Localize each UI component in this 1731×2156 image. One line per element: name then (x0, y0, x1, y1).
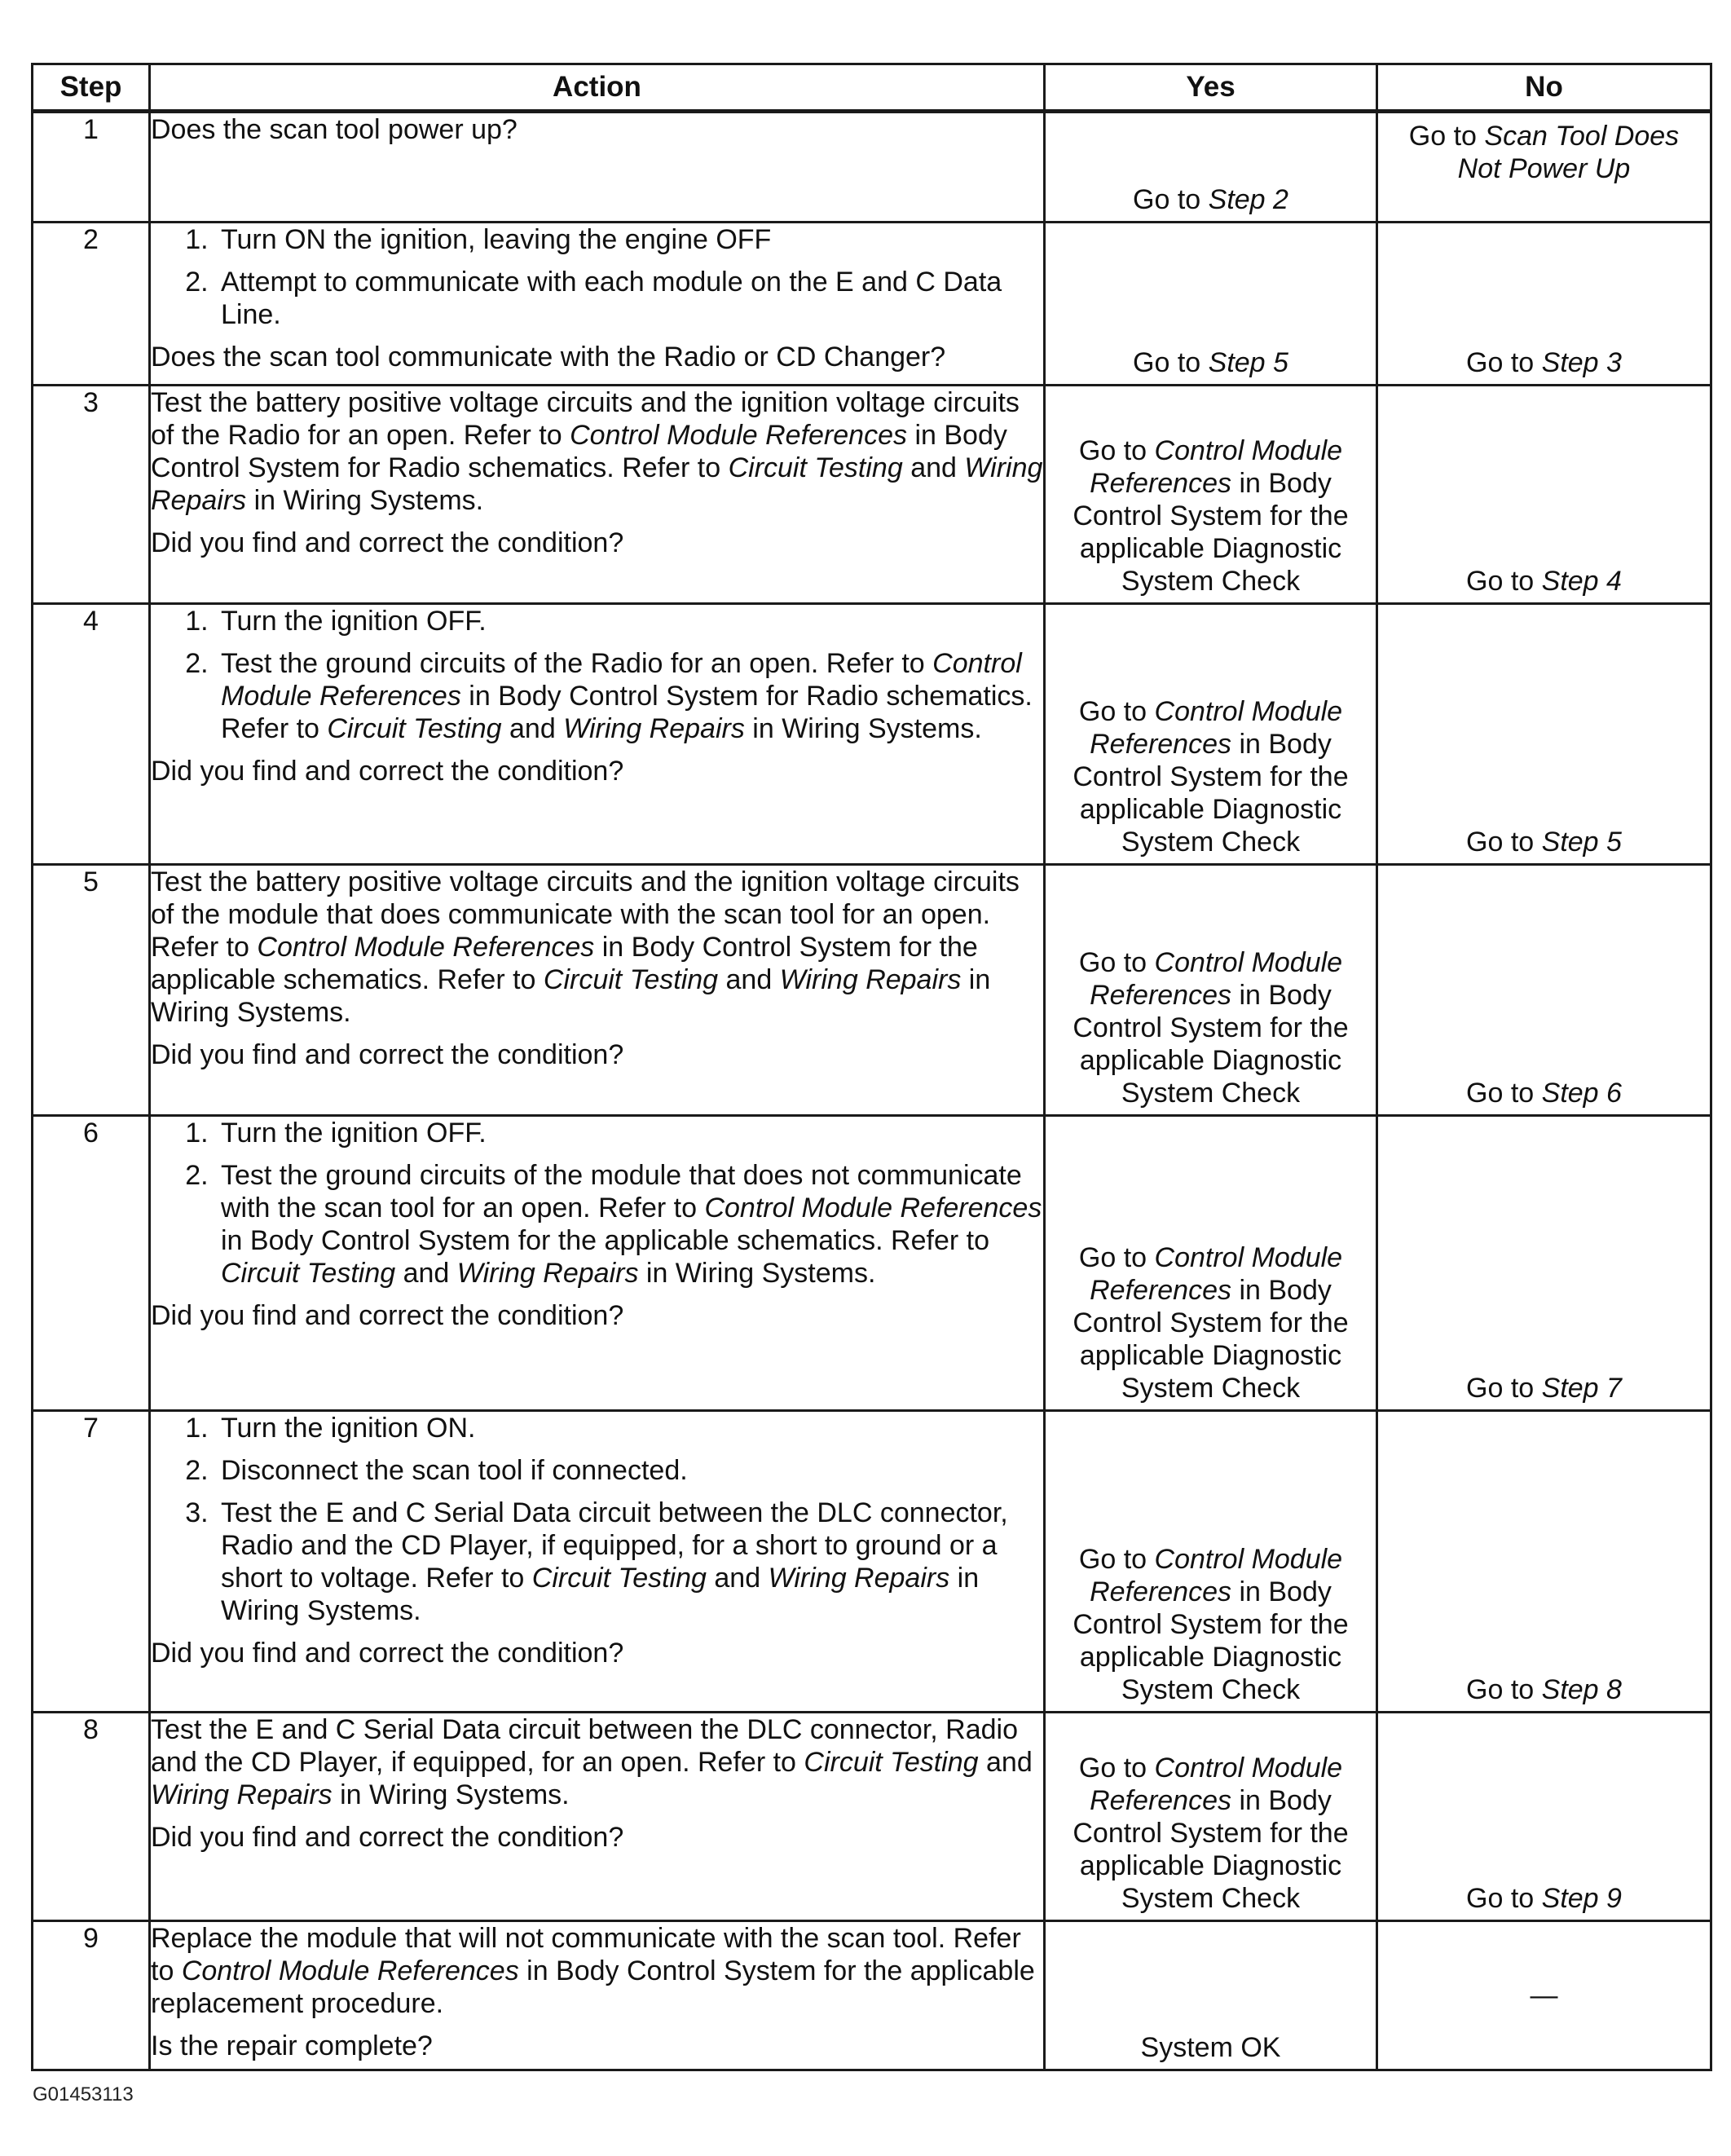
reference-link-text: Control Module References (181, 1955, 519, 1986)
yes-text: in Body Control System for the applicable Diagnostic System Check (1073, 1576, 1349, 1705)
action-text: Turn the ignition OFF. (221, 1118, 487, 1149)
yes-result (1054, 346, 1368, 379)
reference-link-text: Circuit Testing (804, 1747, 979, 1778)
yes-result (1054, 434, 1368, 597)
yes-module-reference: Control Module References (1090, 435, 1343, 499)
action-question: Did you find and correct the condition? (151, 756, 624, 787)
no-result: — (1530, 1980, 1558, 2011)
action-text (151, 386, 1043, 517)
yes-text: in Body Control System for the applicable Diagnostic System Check (1073, 980, 1349, 1109)
yes-text: Go to (1133, 347, 1209, 378)
action-text: Turn the ignition ON. (221, 1413, 476, 1444)
table-row (33, 386, 1711, 604)
action-step-list (151, 223, 1043, 331)
no-result (1386, 826, 1702, 858)
action-step-item: 2. Attempt to communicate with each module on the E and C Data Line. (216, 266, 1043, 331)
no-step-reference: Step 8 (1541, 1674, 1622, 1705)
no-cell (1377, 223, 1711, 386)
yes-text: in Body Control System for the applicable Diagnostic System Check (1073, 1785, 1349, 1914)
yes-result (1054, 1752, 1368, 1915)
action-cell (150, 223, 1045, 386)
step-number: 4 (33, 604, 150, 865)
no-result (1386, 1882, 1702, 1915)
yes-text: in Body Control System for the applicable Diagnostic System Check (1073, 729, 1349, 858)
action-cell (150, 1713, 1045, 1921)
action-text: in Body Control System for the applicable schematics. Refer to (151, 932, 978, 995)
reference-link-text: Control Module References (570, 420, 907, 451)
action-text: Replace the module that will not communicate with the scan tool. Refer to (151, 1923, 1021, 1986)
reference-link-text: Control Module References (257, 932, 595, 963)
diagnostic-table (31, 63, 1712, 2071)
action-text: in Body Control System for the applicable replacement procedure. (151, 1955, 1035, 2019)
no-step-reference: Step 3 (1541, 347, 1622, 378)
yes-text: Go to (1078, 1544, 1155, 1575)
yes-module-reference: Control Module References (1090, 1242, 1343, 1306)
yes-step-reference: Step 5 (1208, 347, 1288, 378)
no-cell (1377, 1921, 1711, 2070)
reference-link-text: Control Module References (704, 1193, 1042, 1223)
action-text: Test the ground circuits of the Radio for an open. Refer to (221, 648, 933, 679)
no-result (1386, 1372, 1702, 1404)
no-result (1386, 1673, 1702, 1706)
no-cell (1377, 386, 1711, 604)
action-text: in Body Control System for the applicable schematics. Refer to (221, 1225, 989, 1256)
action-cell (150, 1411, 1045, 1713)
table-row (33, 112, 1711, 223)
step-number: 6 (33, 1116, 150, 1411)
action-text: Does the scan tool power up? (151, 114, 518, 145)
no-text: Go to (1466, 827, 1542, 858)
action-text: in Wiring Systems. (151, 964, 991, 1028)
action-text: in Body Control System for Radio schematics. Refer to (151, 420, 1007, 483)
no-cell (1377, 1411, 1711, 1713)
no-cell (1377, 604, 1711, 865)
no-step-reference: Step 6 (1541, 1078, 1622, 1109)
action-text: in Wiring Systems. (246, 485, 484, 516)
action-text: and (978, 1747, 1033, 1778)
table-row (33, 1713, 1711, 1921)
action-text: Turn the ignition OFF. (221, 606, 487, 637)
action-step-item (216, 1117, 1043, 1149)
reference-link-text: Wiring Repairs (151, 1779, 333, 1810)
yes-cell (1045, 1411, 1377, 1713)
no-result (1386, 120, 1702, 185)
yes-cell (1045, 1116, 1377, 1411)
action-text: Test the E and C Serial Data circuit between the DLC connector, Radio and the CD Player, if equipped, for a short to ground or a short to voltage. Refer to (221, 1497, 1008, 1594)
action-step-item (216, 1454, 1043, 1487)
action-text: Test the ground circuits of the module that does not communicate with the scan tool for an open. Refer to (221, 1160, 1022, 1223)
reference-link-text: Control Module References (221, 648, 1022, 712)
no-step-reference: Step 7 (1541, 1373, 1622, 1404)
action-step-item (216, 1497, 1043, 1627)
yes-step-reference: Step 2 (1208, 184, 1288, 215)
reference-link-text: Circuit Testing (327, 713, 502, 744)
header-no: No (1377, 64, 1711, 112)
no-step-reference: Step 5 (1541, 827, 1622, 858)
reference-link-text: Circuit Testing (728, 452, 903, 483)
figure-id: G01453113 (33, 2083, 134, 2105)
yes-text: in Body Control System for the applicable Diagnostic System Check (1073, 1275, 1349, 1404)
action-text: Test the battery positive voltage circuits and the ignition voltage circuits of the Radio for an open. Refer to (151, 387, 1020, 451)
action-step-item: 1. Turn ON the ignition, leaving the engine OFF (216, 223, 1043, 256)
action-cell (150, 1921, 1045, 2070)
yes-text: Go to (1078, 696, 1155, 727)
action-text: in Wiring Systems. (221, 1563, 980, 1626)
table-row (33, 1921, 1711, 2070)
yes-cell (1045, 386, 1377, 604)
action-question: Did you find and correct the condition? (151, 1300, 624, 1331)
reference-link-text: Wiring Repairs (768, 1563, 950, 1594)
no-cell (1377, 1116, 1711, 1411)
action-cell (150, 112, 1045, 223)
action-text (151, 1922, 1043, 2020)
action-step-item (216, 1412, 1043, 1444)
no-step-reference: Step 4 (1541, 566, 1622, 597)
header-yes: Yes (1045, 64, 1377, 112)
yes-text: Go to (1078, 947, 1155, 978)
yes-text: in Body Control System for the applicable Diagnostic System Check (1073, 468, 1349, 597)
step-number: 1 (33, 112, 150, 223)
no-result (1386, 346, 1702, 379)
reference-link-text: Circuit Testing (221, 1258, 396, 1289)
action-question: Is the repair complete? (151, 2030, 433, 2061)
no-result (1386, 1077, 1702, 1109)
reference-link-text: Wiring Repairs (779, 964, 962, 995)
step-number: 8 (33, 1713, 150, 1921)
action-cell (150, 865, 1045, 1116)
reference-link-text: Circuit Testing (543, 964, 719, 995)
action-question: Does the scan tool communicate with the Radio or CD Changer? (151, 342, 946, 373)
reference-link-text: Wiring Repairs (456, 1258, 639, 1289)
action-step-list (151, 1117, 1043, 1290)
yes-text: Go to (1078, 1242, 1155, 1273)
action-cell (150, 386, 1045, 604)
yes-cell (1045, 1921, 1377, 2070)
yes-result (1054, 1241, 1368, 1404)
no-text: Go to (1408, 121, 1485, 152)
table-row (33, 1116, 1711, 1411)
yes-cell (1045, 1713, 1377, 1921)
no-text: Go to (1466, 1078, 1542, 1109)
yes-cell (1045, 223, 1377, 386)
action-text: in Wiring Systems. (638, 1258, 876, 1289)
action-step-item (216, 605, 1043, 637)
action-text (151, 1713, 1043, 1811)
yes-text: Go to (1133, 184, 1209, 215)
action-text: and (902, 452, 965, 483)
table-header-row (33, 64, 1711, 112)
yes-text: Go to (1078, 435, 1155, 466)
yes-result: System OK (1140, 2032, 1281, 2063)
yes-result (1054, 946, 1368, 1109)
action-text: and (501, 713, 564, 744)
yes-module-reference: Control Module References (1090, 1753, 1343, 1816)
action-cell (150, 1116, 1045, 1411)
action-text: in Wiring Systems. (744, 713, 982, 744)
action-question: Did you find and correct the condition? (151, 1822, 624, 1853)
yes-module-reference: Control Module References (1090, 1544, 1343, 1607)
step-number: 9 (33, 1921, 150, 2070)
no-procedure-reference: Scan Tool Does Not Power Up (1457, 121, 1680, 184)
table-row (33, 1411, 1711, 1713)
action-text: and (395, 1258, 457, 1289)
action-step-item (216, 647, 1043, 745)
table-row (33, 604, 1711, 865)
action-step-list (151, 1412, 1043, 1627)
table-row (33, 223, 1711, 386)
step-number: 2 (33, 223, 150, 386)
no-text: Go to (1466, 347, 1542, 378)
no-step-reference: Step 9 (1541, 1883, 1622, 1914)
table-row (33, 865, 1711, 1116)
no-text: Go to (1466, 1674, 1542, 1705)
action-text: Test the battery positive voltage circuits and the ignition voltage circuits of the module that does communicate with the scan tool for an open. Refer to (151, 866, 1020, 963)
no-text: Go to (1466, 566, 1542, 597)
reference-link-text: Wiring Repairs (563, 713, 745, 744)
step-number: 7 (33, 1411, 150, 1713)
action-step-item (216, 1159, 1043, 1290)
yes-cell (1045, 112, 1377, 223)
yes-result (1054, 183, 1368, 216)
yes-module-reference: Control Module References (1090, 947, 1343, 1011)
no-cell (1377, 865, 1711, 1116)
no-text: Go to (1466, 1373, 1542, 1404)
yes-module-reference: Control Module References (1090, 696, 1343, 760)
action-text: in Wiring Systems. (332, 1779, 570, 1810)
header-step: Step (33, 64, 150, 112)
no-text: Go to (1466, 1883, 1542, 1914)
step-number: 5 (33, 865, 150, 1116)
step-number: 3 (33, 386, 150, 604)
table-body (33, 112, 1711, 2070)
reference-link-text: Circuit Testing (531, 1563, 707, 1594)
action-text: and (706, 1563, 769, 1594)
no-result (1386, 565, 1702, 597)
action-cell (150, 604, 1045, 865)
yes-cell (1045, 865, 1377, 1116)
yes-result (1054, 1543, 1368, 1706)
action-question: Did you find and correct the condition? (151, 527, 624, 558)
action-question: Did you find and correct the condition? (151, 1039, 624, 1070)
action-text (151, 866, 1043, 1029)
action-text: in Body Control System for Radio schematics. Refer to (221, 681, 1033, 744)
yes-text: Go to (1078, 1753, 1155, 1783)
header-action: Action (150, 64, 1045, 112)
action-question: Did you find and correct the condition? (151, 1638, 624, 1669)
yes-cell (1045, 604, 1377, 865)
no-cell (1377, 1713, 1711, 1921)
action-text: and (718, 964, 780, 995)
action-text: Disconnect the scan tool if connected. (221, 1455, 688, 1486)
no-cell (1377, 112, 1711, 223)
action-step-list (151, 605, 1043, 745)
yes-result (1054, 695, 1368, 858)
action-text: Test the E and C Serial Data circuit between the DLC connector, Radio and the CD Player, if equipped, for an open. Refer to (151, 1714, 1019, 1778)
reference-link-text: Wiring Repairs (151, 452, 1043, 516)
